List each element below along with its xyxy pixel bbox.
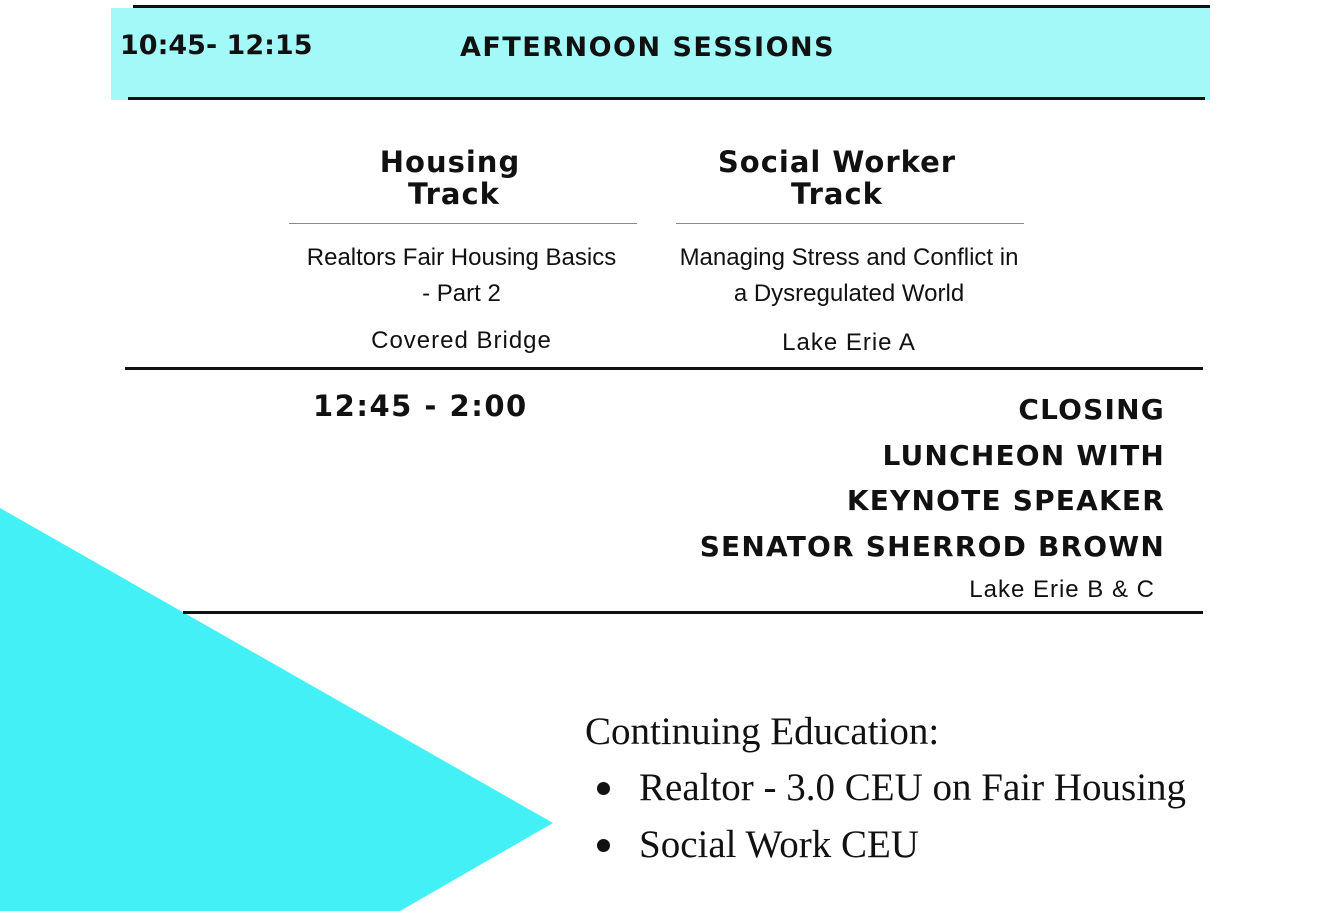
session-line: Managing Stress and Conflict in [679,244,1019,271]
ce-list [585,759,1186,873]
luncheon-room: Lake Erie B & C [969,576,1155,603]
list-item [585,759,1186,816]
continuing-education [585,705,1186,873]
luncheon-line: LUNCHEON WITH [882,438,1165,472]
banner-title: AFTERNOON SESSIONS [460,32,836,63]
luncheon-title [605,387,1165,569]
track-title-line: Track [408,177,500,211]
housing-session [280,240,643,312]
bullet-icon [597,782,610,795]
banner-top-rule [133,5,1210,8]
luncheon-line: SENATOR SHERROD BROWN [699,529,1165,563]
banner-time: 10:45- 12:15 [120,30,313,61]
luncheon-bottom-rule [183,611,1203,614]
triangle-shape [0,508,553,911]
track-title-line: Track [791,177,883,211]
list-item [585,816,1186,873]
track-title-line: Social Worker [717,145,957,179]
session-line: a Dysregulated World [733,280,965,307]
track-title-line: Housing [379,145,521,179]
housing-divider [289,223,637,224]
sessions-bottom-rule [125,367,1203,370]
luncheon-time: 12:45 - 2:00 [313,389,528,423]
session-line: Realtors Fair Housing Basics [306,244,617,271]
housing-room: Covered Bridge [371,327,552,354]
social-worker-session [660,240,1038,312]
bullet-icon [597,839,610,852]
track-title-housing [290,146,610,210]
ce-title: Continuing Education: [585,710,940,753]
ce-item-text: Social Work CEU [639,823,919,866]
social-worker-room: Lake Erie A [782,329,916,356]
luncheon-line: KEYNOTE SPEAKER [846,484,1165,517]
session-line: - Part 2 [422,280,501,307]
ce-item-text: Realtor - 3.0 CEU on Fair Housing [639,766,1187,809]
banner-bottom-rule [128,97,1205,100]
track-title-social-worker [672,146,1002,210]
social-worker-divider [676,223,1024,224]
luncheon-line: CLOSING [1018,393,1165,426]
